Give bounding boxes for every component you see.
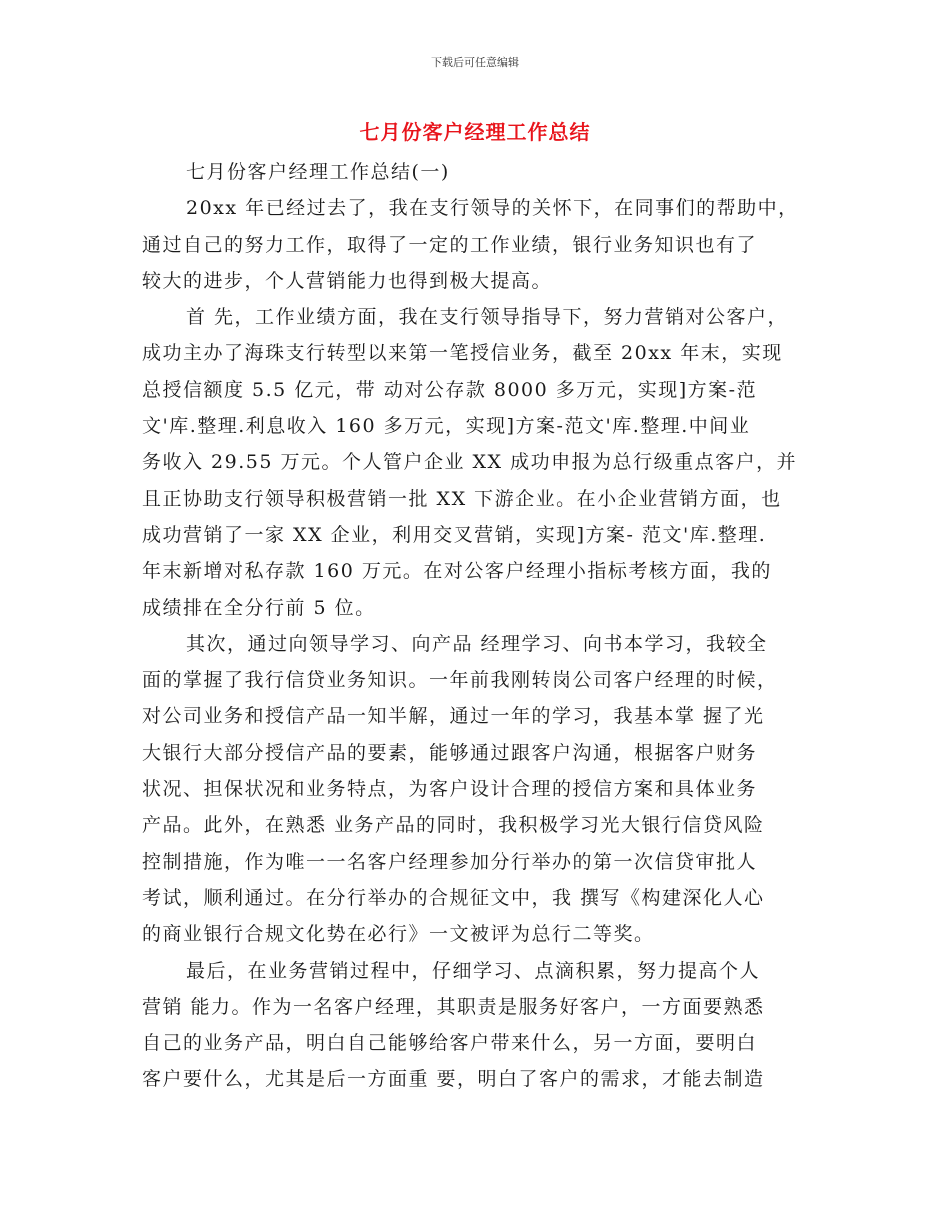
paragraph-line: 20xx 年已经过去了，我在支行领导的关怀下，在同事们的帮助中， — [186, 197, 799, 220]
paragraph-line: 通过自己的努力工作，取得了一定的工作业绩，银行业务知识也有了 — [142, 233, 758, 256]
paragraph-line: 客户要什么，尤其是后一方面重 要，明白了客户的需求，才能去制造 — [142, 1068, 765, 1091]
page-header-note: 下载后可任意编辑 — [431, 56, 519, 69]
document-title: 七月份客户经理工作总结 — [359, 120, 591, 144]
paragraph-line: 成功主办了海珠支行转型以来第一笔授信业务，截至 20xx 年末，实现 — [142, 342, 783, 365]
paragraph-line: 状况、担保状况和业务特点，为客户设计合理的授信方案和具体业务 — [142, 778, 758, 801]
paragraph-line: 的商业银行合规文化势在必行》一文被评为总行二等奖。 — [142, 923, 655, 946]
paragraph-line: 产品。此外，在熟悉 业务产品的同时，我积极学习光大银行信贷风险 — [142, 814, 765, 837]
paragraph-line: 面的掌握了我行信贷业务知识。一年前我刚转岗公司客户经理的时候， — [142, 669, 778, 692]
paragraph-line: 控制措施，作为唯一一名客户经理参加分行举办的第一次信贷审批人 — [142, 850, 758, 873]
paragraph-line: 总授信额度 5.5 亿元，带 动对公存款 8000 多万元，实现]方案-范 — [142, 378, 758, 401]
paragraph-line: 对公司业务和授信产品一知半解，通过一年的学习，我基本掌 握了光 — [142, 705, 765, 728]
paragraph-line: 文'库.整理.利息收入 160 多万元，实现]方案-范文'库.整理.中间业 — [142, 415, 751, 438]
paragraph-line: 成功营销了一家 XX 企业，利用交叉营销，实现]方案- 范文'库.整理. — [142, 523, 767, 546]
paragraph-line: 成绩排在全分行前 5 位。 — [142, 596, 376, 619]
paragraph-line: 且正协助支行领导积极营销一批 XX 下游企业。在小企业营销方面，也 — [142, 487, 782, 510]
paragraph-line: 较大的进步，个人营销能力也得到极大提高。 — [142, 269, 553, 292]
paragraph-line: 自己的业务产品，明白自己能够给客户带来什么，另一方面，要明白 — [142, 1032, 758, 1055]
paragraph-line: 年末新增对私存款 160 万元。在对公客户经理小指标考核方面，我的 — [142, 560, 772, 583]
paragraph-line: 其次，通过向领导学习、向产品 经理学习、向书本学习，我较全 — [186, 632, 768, 655]
paragraph-line: 务收入 29.55 万元。个人管户企业 XX 成功申报为总行级重点客户，并 — [142, 451, 798, 474]
paragraph-line: 考试，顺利通过。在分行举办的合规征文中，我 撰写《构建深化人心 — [142, 886, 765, 909]
document-body — [142, 154, 817, 1098]
paragraph-line: 大银行大部分授信产品的要素，能够通过跟客户沟通，根据客户财务 — [142, 741, 758, 764]
paragraph-line: 最后，在业务营销过程中，仔细学习、点滴积累，努力提高个人 — [186, 959, 761, 982]
paragraph-line: 营销 能力。作为一名客户经理，其职责是服务好客户，一方面要熟悉 — [142, 995, 765, 1018]
paragraph-line: 首 先，工作业绩方面，我在支行领导指导下，努力营销对公客户， — [186, 306, 789, 329]
section-heading: 七月份客户经理工作总结(一) — [186, 161, 450, 183]
